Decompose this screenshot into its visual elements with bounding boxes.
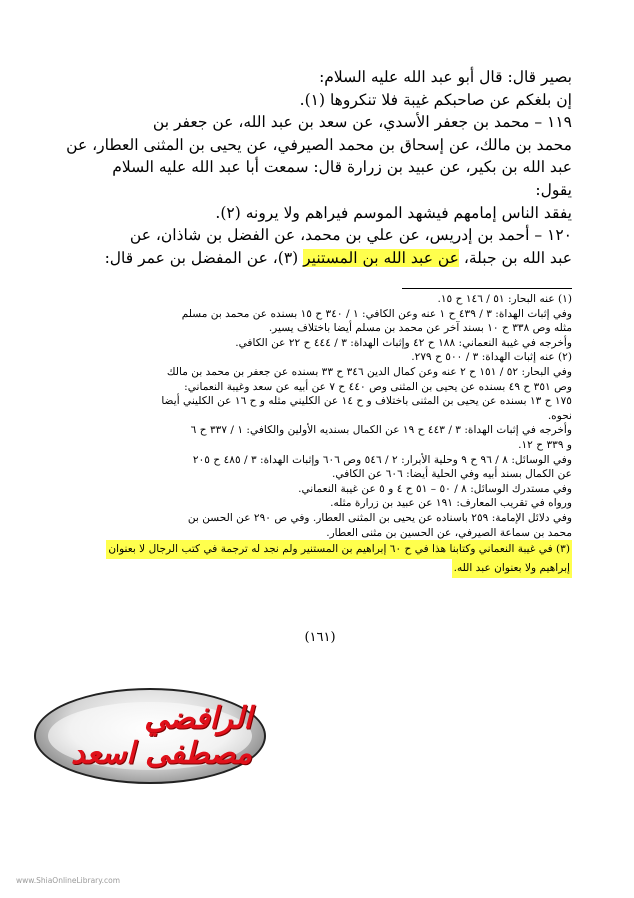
- text-line: [104, 247, 572, 270]
- text-line: يفقد الناس إمامهم فيشهد الموسم فيراهم ولا يرونه (٢).: [215, 203, 572, 222]
- text-line: ١١٩ – محمد بن جعفر الأسدي، عن سعد بن عبد الله، عن جعفر بن: [152, 113, 572, 132]
- footnote-line: وأخرجه في إثبات الهداة: ٣ / ٤٤٣ ح ١٩ عن الكمال بسنديه الأولين والكافي: ١ / ٣٣٧ ح ٦: [190, 424, 572, 437]
- footnote-line: ورواه في تقريب المعارف: ١٩١ عن عبيد بن زرارة مثله.: [330, 497, 572, 510]
- footnote-line: (١) عنه البحار: ٥١ / ١٤٦ ح ١٥.: [437, 293, 572, 305]
- footnote-line-highlighted: إبراهيم ولا بعنوان عبد الله.: [452, 559, 572, 578]
- footnote-line: وفي إثبات الهداة: ٣ / ٤٣٩ ح ١ عنه وعن الكافي: ١ / ٣٤٠ ح ١٥ بسنده عن محمد بن مسلم: [181, 307, 572, 320]
- text-line: محمد بن مالك، عن إسحاق بن محمد الصيرفي، عن يحيى بن المثنى العطار، عن: [66, 135, 572, 154]
- footnote-line: وفي دلائل الإمامة: ٢٥٩ باسناده عن يحيى بن المثنى العطار. وفي ص ٢٩٠ عن الحسن بن: [187, 511, 572, 524]
- footnote-line: وفي مستدرك الوسائل: ٨ / ٥٠ – ٥١ ح ٤ و ٥ عن غيبة النعماني.: [298, 482, 572, 495]
- footnote-line: و ٣٣٩ ح ١٢.: [518, 438, 572, 451]
- footnote-line: مثله وص ٣٣٨ ح ١٠ بسند آخر عن محمد بن مسلم أيضا باختلاف يسير.: [268, 322, 572, 335]
- watermark-url: www.ShiaOnlineLibrary.com: [16, 876, 121, 885]
- highlighted-footnote: [96, 540, 572, 578]
- text-line: بصير قال: قال أبو عبد الله عليه السلام:: [319, 68, 572, 86]
- footnote-line: محمد بن سماعة الصيرفي، عن الحسين بن مثنى العطار.: [326, 526, 572, 539]
- text-line: إن بلغكم عن صاحبكم غيبة فلا تنكروها (١).: [299, 90, 572, 109]
- text-line: يقول:: [535, 180, 572, 199]
- logo-inner: [48, 702, 252, 770]
- footnote-line: وأخرجه في غيبة النعماني: ١٨٨ ح ٤٢ وإثبات الهداة: ٣ / ٤٤٤ ح ٢٢ عن الكافي.: [235, 336, 572, 349]
- footnote-line-highlighted: (٣) في غيبة النعماني وكتابنا هذا في ح ٦٠ إبراهيم بن المستنير ولم نجد له ترجمة في كتب الرجال لا بعنوان: [106, 540, 572, 559]
- footnote-line: ١٧٥ ح ١٣ بسنده عن يحيى بن المثنى باختلاف و ح ١٤ عن الكليني مثله و ح ١٦ عن الكليني أيضا: [161, 395, 572, 408]
- main-text-block: [66, 66, 572, 269]
- footnotes-block: [96, 292, 572, 578]
- logo-text: الرافضي مصطفى اسعد: [70, 701, 252, 771]
- logo-stamp: [34, 688, 266, 784]
- footnote-line: (٢) عنه إثبات الهداة: ٣ / ٥٠٠ ح ٢٧٩.: [411, 351, 572, 364]
- text-line: عبد الله بن بكير، عن عبيد بن زرارة قال: سمعت أبا عبد الله عليه السلام: [112, 158, 572, 177]
- footnote-line: نحوه.: [547, 409, 572, 422]
- text-segment: (٣)، عن المفضل بن عمر قال:: [104, 248, 304, 267]
- page-number: (١٦١): [304, 630, 336, 645]
- footnote-separator: [402, 288, 572, 289]
- footnote-line: وفي البحار: ٥٢ / ١٥١ ح ٢ عنه وعن كمال الدين ٣٤٦ ح ٣٣ بسنده عن جعفر بن محمد بن مالك: [166, 365, 572, 378]
- footnote-line: وص ٣٥١ ح ٤٩ بسنده عن يحيى بن المثنى وص ٤٤٠ ح ٧ عن أبيه عن سعد وغيبة النعماني:: [184, 380, 572, 393]
- text-line: ١٢٠ – أحمد بن إدريس، عن علي بن محمد، عن الفضل بن شاذان، عن: [129, 226, 572, 245]
- footnote-line: وفي الوسائل: ٨ / ٩٦ ح ٩ وحلية الأبرار: ٢ / ٥٤٦ وص ٦٠٦ وإثبات الهداة: ٣ / ٤٨٥ ح ٢٠٥: [192, 453, 572, 466]
- footnote-line: عن الكمال بسند أبيه وفي الحلية أيضا: ٦٠٦ عن الكافي.: [332, 468, 572, 481]
- highlighted-text: عن عبد الله بن المستنير: [303, 248, 459, 267]
- text-segment: عبد الله بن جبلة،: [458, 248, 572, 267]
